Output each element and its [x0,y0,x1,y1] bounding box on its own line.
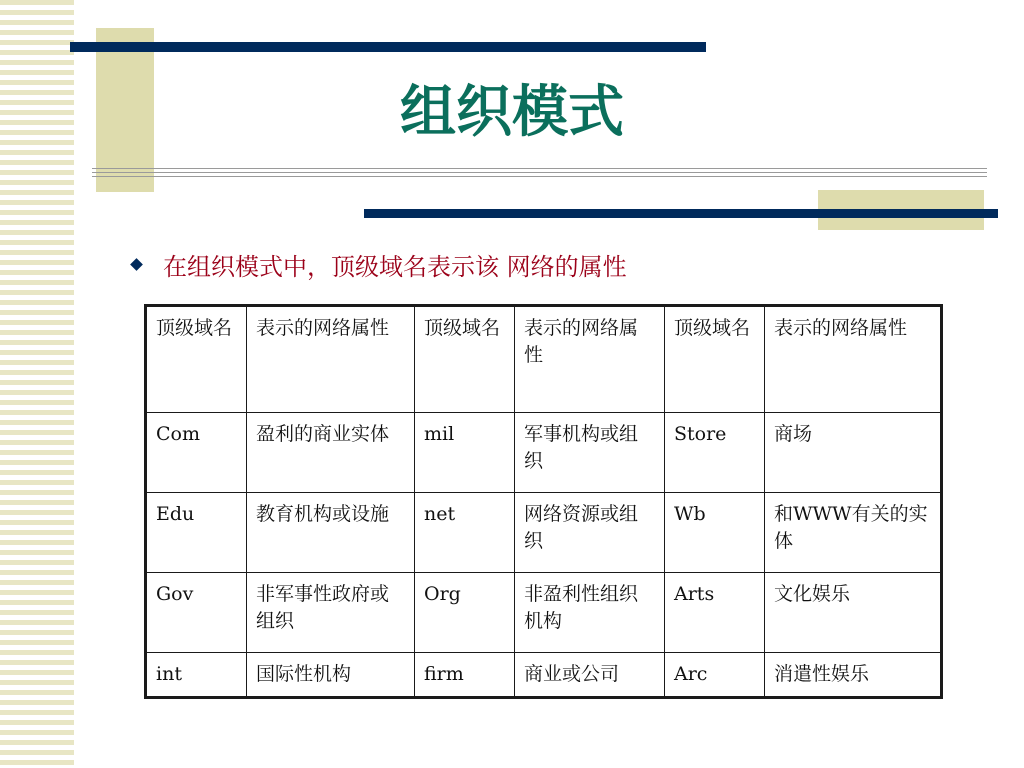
table-cell: Wb [665,493,765,573]
bullet-text: 在组织模式中，顶级域名表示该 网络的属性 [163,252,627,281]
table-row [146,413,942,493]
navy-accent-bar-bottom [364,209,998,218]
table-cell: net [415,493,515,573]
divider-line [92,176,987,177]
table-header-cell: 表示的网络属性 [765,306,942,413]
navy-accent-bar-top [70,42,706,52]
table-cell: 消遣性娱乐 [765,653,942,698]
table-cell: firm [415,653,515,698]
table-header-row [146,306,942,413]
table-cell: Arts [665,573,765,653]
bullet-point [130,246,627,282]
divider-line [92,172,987,173]
table-cell: 非军事性政府或组织 [247,573,415,653]
table-cell: 商场 [765,413,942,493]
table-cell: Gov [146,573,247,653]
table-cell: Store [665,413,765,493]
table-cell: 盈利的商业实体 [247,413,415,493]
table-cell: 教育机构或设施 [247,493,415,573]
table-cell: Com [146,413,247,493]
table-cell: Arc [665,653,765,698]
table-cell: 国际性机构 [247,653,415,698]
table-cell: 军事机构或组织 [515,413,665,493]
tld-table [144,304,943,699]
diamond-bullet-icon [130,258,143,271]
table-header-cell: 顶级域名 [146,306,247,413]
slide-title: 组织模式 [400,79,624,145]
table-cell: int [146,653,247,698]
table-cell: 非盈利性组织机构 [515,573,665,653]
table-header-cell: 顶级域名 [665,306,765,413]
table-header-cell: 顶级域名 [415,306,515,413]
divider-line [92,168,987,169]
table-cell: 商业或公司 [515,653,665,698]
table-row [146,493,942,573]
table-cell: 文化娱乐 [765,573,942,653]
table-header-cell: 表示的网络属性 [247,306,415,413]
table-cell: 和WWW有关的实体 [765,493,942,573]
table-row [146,653,942,698]
table-cell: Org [415,573,515,653]
table-cell: 网络资源或组织 [515,493,665,573]
table-cell: mil [415,413,515,493]
table-header-cell: 表示的网络属性 [515,306,665,413]
table-cell: Edu [146,493,247,573]
table-row [146,573,942,653]
